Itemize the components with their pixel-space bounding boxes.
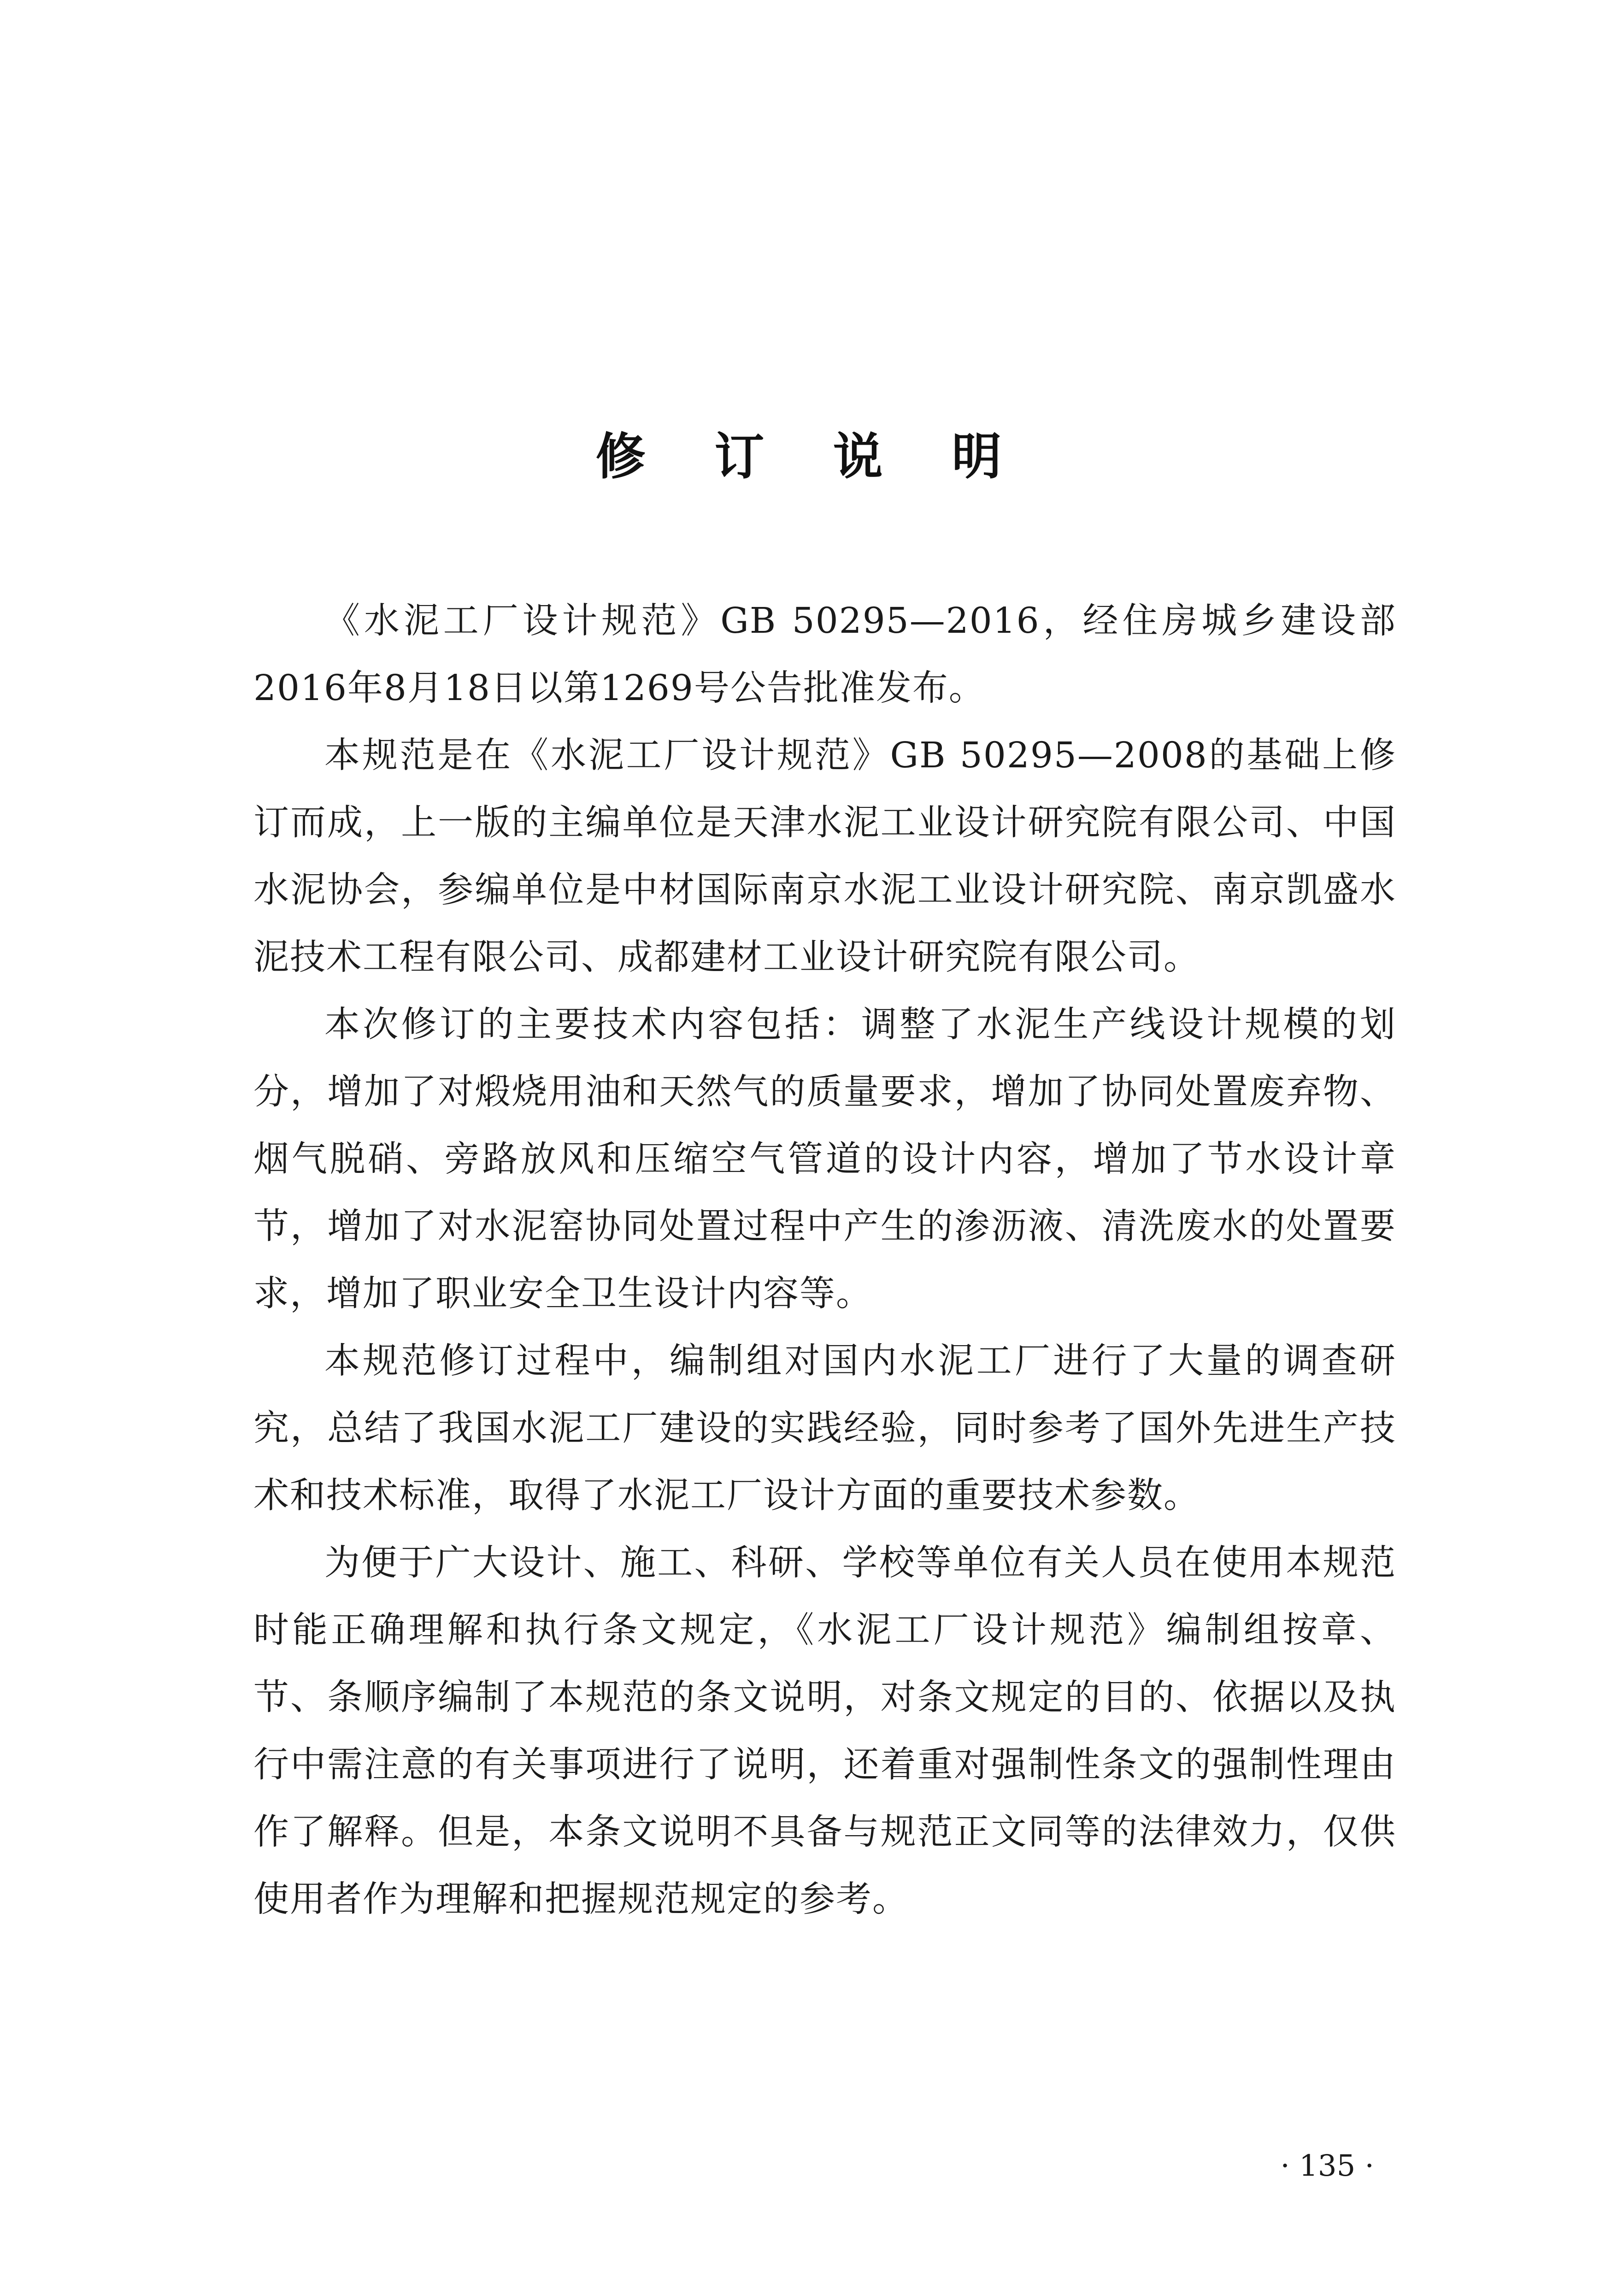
- paragraph-explanation-purpose: 为便于广大设计、施工、科研、学校等单位有关人员在使用本规范时能正确理解和执行条文规定，《水泥工厂设计规范》编制组按章、节、条顺序编制了本规范的条文说明，对条文规定的目的、依据以及执行中需注意的有关事项进行了说明，还着重对强制性条文的强制性理由作了解释。但是，本条文说明不具备与规范正文同等的法律效力，仅供使用者作为理解和把握规范规定的参考。: [253, 1542, 1396, 1920]
- paragraph-main-technical-content: 本次修订的主要技术内容包括：调整了水泥生产线设计规模的划分，增加了对煅烧用油和天然气的质量要求，增加了协同处置废弃物、烟气脱硝、旁路放风和压缩空气管道的设计内容，增加了节水设计章节，增加了对水泥窑协同处置过程中产生的渗沥液、清洗废水的处置要求，增加了职业安全卫生设计内容等。: [253, 1004, 1396, 1314]
- page-title: 修 订 说 明: [595, 428, 1028, 486]
- page-number: · 135 ·: [1280, 2149, 1374, 2183]
- paragraph-revision-process: 本规范修订过程中，编制组对国内水泥工厂进行了大量的调查研究，总结了我国水泥工厂建设的实践经验，同时参考了国外先进生产技术和技术标准，取得了水泥工厂设计方面的重要技术参数。: [253, 1341, 1396, 1516]
- revision-notes-body: [253, 588, 1396, 1933]
- paragraph-revision-basis: 本规范是在《水泥工厂设计规范》GB 50295—2008的基础上修订而成，上一版的主编单位是天津水泥工业设计研究院有限公司、中国水泥协会，参编单位是中材国际南京水泥工业设计研究院、南京凯盛水泥技术工程有限公司、成都建材工业设计研究院有限公司。: [253, 735, 1396, 978]
- paragraph-publication: 《水泥工厂设计规范》GB 50295—2016，经住房城乡建设部2016年8月18日以第1269号公告批准发布。: [253, 600, 1396, 709]
